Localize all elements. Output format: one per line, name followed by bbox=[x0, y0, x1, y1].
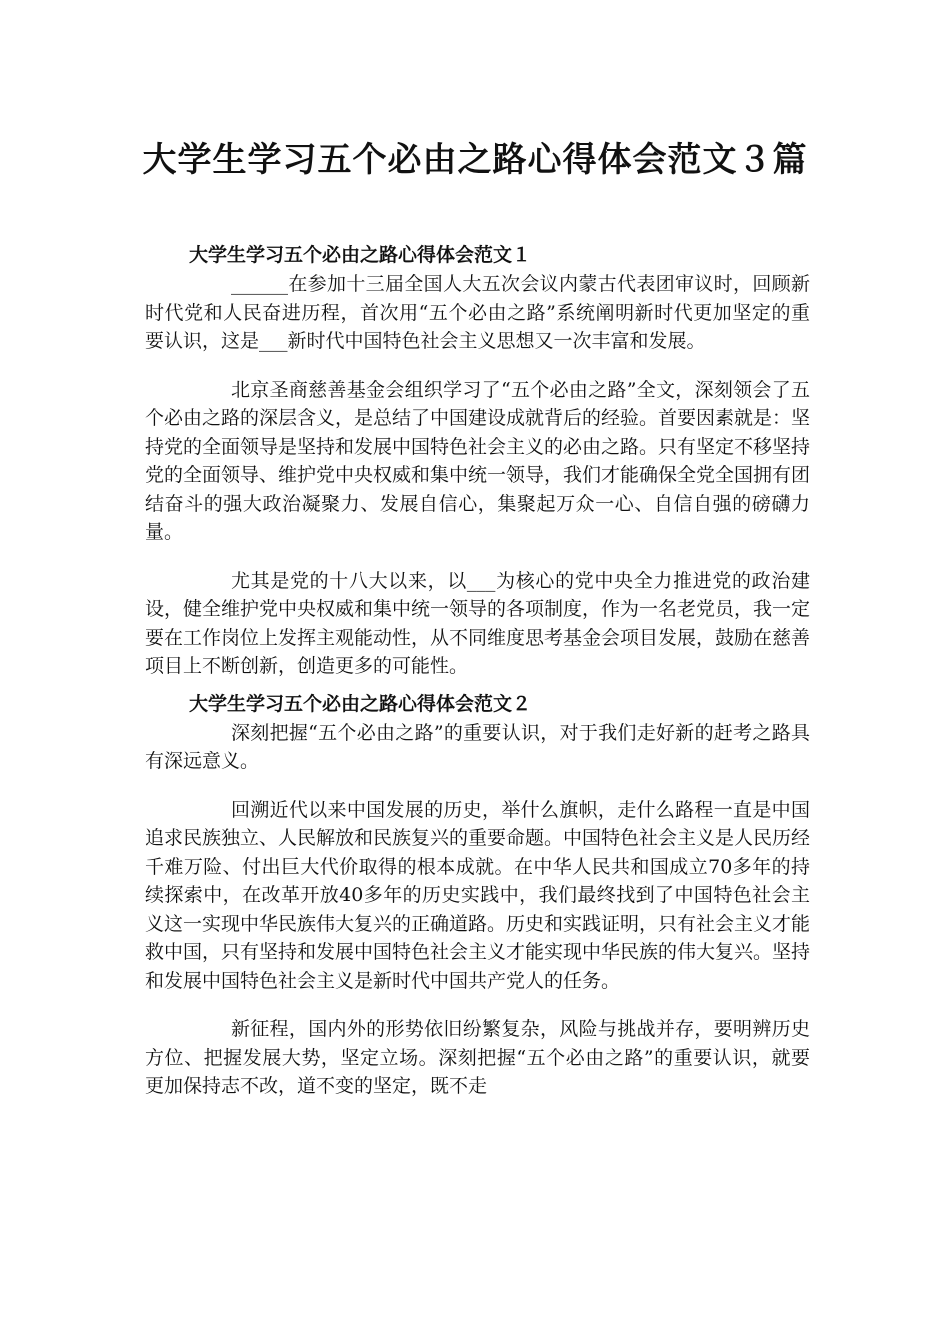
paragraph: 尤其是党的十八大以来，以___为核心的党中央全力推进党的政治建设，健全维护党中央权威和集中统一领导的各项制度，作为一名老党员，我一定要在工作岗位上发挥主观能动性，从不同维度思考基金会项目发展，鼓励在慈善项目上不断创新，创造更多的可能性。 bbox=[145, 569, 811, 677]
paragraph: ______在参加十三届全国人大五次会议内蒙古代表团审议时，回顾新时代党和人民奋进历程，首次用“五个必由之路”系统阐明新时代更加坚定的重要认识，这是___新时代中国特色社会主义思想又一次丰富和发展。 bbox=[145, 273, 810, 352]
paragraph: 新征程，国内外的形势依旧纷繁复杂，风险与挑战并存，要明辨历史方位、把握发展大势，坚定立场。深刻把握“五个必由之路”的重要认识，就要更加保持志不改，道不变的坚定，既不走 bbox=[145, 1018, 810, 1097]
section-heading-2: 大学生学习五个必由之路心得体会范文２ bbox=[189, 692, 532, 715]
paragraph: 深刻把握“五个必由之路”的重要认识，对于我们走好新的赶考之路具有深远意义。 bbox=[145, 721, 810, 772]
paragraph: 北京圣商慈善基金会组织学习了“五个必由之路”全文，深刻领会了五个必由之路的深层含义，是总结了中国建设成就背后的经验。首要因素就是：坚持党的全面领导是坚持和发展中国特色社会主义的必由之路。只有坚定不移坚持党的全面领导、维护党中央权威和集中统一领导，我们才能确保全党全国拥有团结奋斗的强大政治凝聚力、发展自信心，集聚起万众一心、自信自强的磅礴力量。 bbox=[145, 378, 811, 543]
document-body bbox=[145, 240, 810, 1101]
document-title: 大学生学习五个必由之路心得体会范文３篇 bbox=[142, 140, 808, 180]
paragraph: 回溯近代以来中国发展的历史，举什么旗帜，走什么路程一直是中国追求民族独立、人民解放和民族复兴的重要命题。中国特色社会主义是人民历经千难万险、付出巨大代价取得的根本成就。在中华人民共和国成立70多年的持续探索中，在改革开放40多年的历史实践中，我们最终找到了中国特色社会主义这一实现中华民族伟大复兴的正确道路。历史和实践证明，只有社会主义才能救中国，只有坚持和发展中国特色社会主义才能实现中华民族的伟大复兴。坚持和发展中国特色社会主义是新时代中国共产党人的任务。 bbox=[145, 798, 811, 992]
section-heading-1: 大学生学习五个必由之路心得体会范文１ bbox=[189, 244, 532, 266]
